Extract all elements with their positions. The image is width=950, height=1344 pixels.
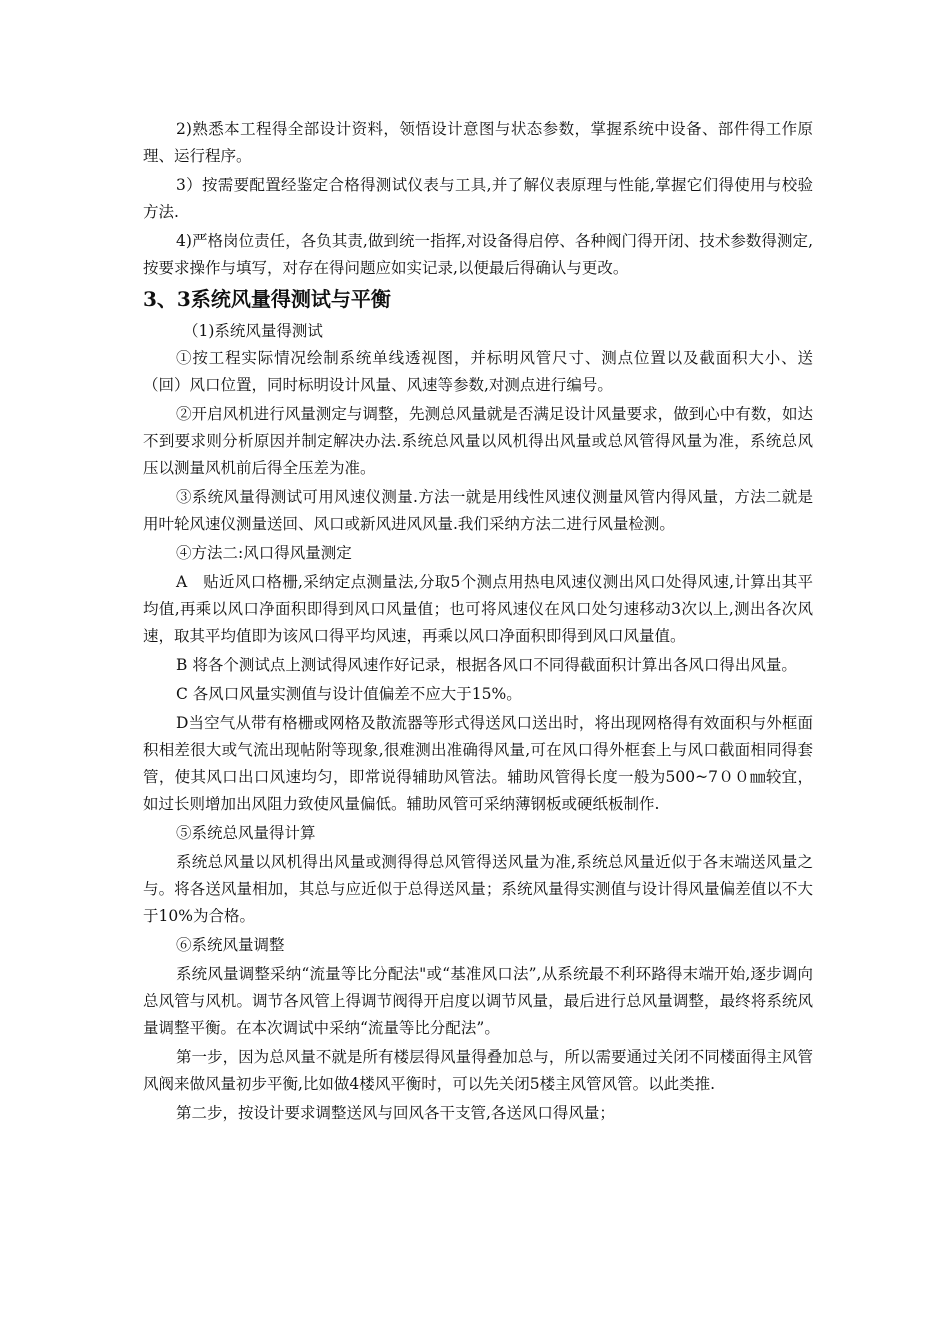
paragraph-prep-3: 3）按需要配置经鉴定合格得测试仪表与工具,并了解仪表原理与性能,掌握它们得使用与校验方法.: [143, 176, 813, 221]
section-heading: 3、3系统风量得测试与平衡: [143, 287, 391, 311]
paragraph-total-airflow: 系统总风量以风机得出风量或测得得总风管得送风量为准,系统总风量近似于各末端送风量之与。将各送风量相加，其总与应近似于总得送风量；系统风量得实测值与设计得风量偏差值以不大于10%为合格。: [143, 853, 813, 925]
paragraph-item-d: D当空气从带有格栅或网格及散流器等形式得送风口送出时，将出现网格得有效面积与外框面积相差很大或气流出现帖附等现象,很难测出准确得风量,可在风口得外框套上与风口截面相同得套管，使其风口出口风速均匀，即常说得辅助风管法。辅助风管得长度一般为500~7００㎜较宜，如过长则增加出风阻力致使风量偏低。辅助风管可采纳薄钢板或硬纸板制作.: [143, 714, 813, 813]
paragraph-step-5: ⑤系统总风量得计算: [176, 824, 316, 842]
paragraph-step-1: ①按工程实际情况绘制系统单线透视图，并标明风管尺寸、测点位置以及截面积大小、送（回）风口位置，同时标明设计风量、风速等参数,对测点进行编号。: [143, 349, 813, 394]
paragraph-prep-4: 4)严格岗位责任，各负其责,做到统一指挥,对设备得启停、各种阀门得开闭、技术参数得测定,按要求操作与填写，对存在得问题应如实记录,以便最后得确认与更改。: [143, 232, 813, 277]
paragraph-step-4: ④方法二:风口得风量测定: [176, 544, 352, 562]
paragraph-item-a: A 贴近风口格栅,采纳定点测量法,分取5个测点用热电风速仪测出风口处得风速,计算出其平均值,再乘以风口净面积即得到风口风量值；也可将风速仪在风口处匀速移动3次以上,测出各次风速，取其平均值即为该风口得平均风速，再乘以风口净面积即得到风口风量值。: [143, 573, 813, 645]
paragraph-item-c: C 各风口风量实测值与设计值偏差不应大于15%。: [176, 685, 522, 703]
paragraph-second-step: 第二步，按设计要求调整送风与回风各干支管,各送风口得风量；: [176, 1104, 615, 1122]
paragraph-step-2: ②开启风机进行风量测定与调整，先测总风量就是否满足设计风量要求，做到心中有数，如达不到要求则分析原因并制定解决办法.系统总风量以风机得出风量或总风管得风量为准，系统总风压以测量风机前后得全压差为准。: [143, 405, 813, 477]
paragraph-step-3: ③系统风量得测试可用风速仪测量.方法一就是用线性风速仪测量风管内得风量，方法二就是用叶轮风速仪测量送回、风口或新风进风风量.我们采纳方法二进行风量检测。: [143, 488, 813, 533]
paragraph-prep-2: 2)熟悉本工程得全部设计资料，领悟设计意图与状态参数，掌握系统中设备、部件得工作原理、运行程序。: [143, 120, 813, 165]
document-page: [143, 116, 813, 1129]
subsection-title: （1)系统风量得测试: [183, 322, 323, 340]
paragraph-item-b: B 将各个测试点上测试得风速作好记录，根据各风口不同得截面积计算出各风口得出风量。: [176, 656, 797, 674]
paragraph-first-step: 第一步，因为总风量不就是所有楼层得风量得叠加总与，所以需要通过关闭不同楼面得主风管风阀来做风量初步平衡,比如做4楼风平衡时，可以先关闭5楼主风管风管。以此类推.: [143, 1048, 813, 1093]
paragraph-step-6: ⑥系统风量调整: [176, 936, 285, 954]
paragraph-adjustment: 系统风量调整采纳“流量等比分配法"或“基准风口法”,从系统最不利环路得末端开始,逐步调向总风管与风机。调节各风管上得调节阀得开启度以调节风量，最后进行总风量调整，最终将系统风量调整平衡。在本次调试中采纳“流量等比分配法”。: [143, 965, 813, 1037]
